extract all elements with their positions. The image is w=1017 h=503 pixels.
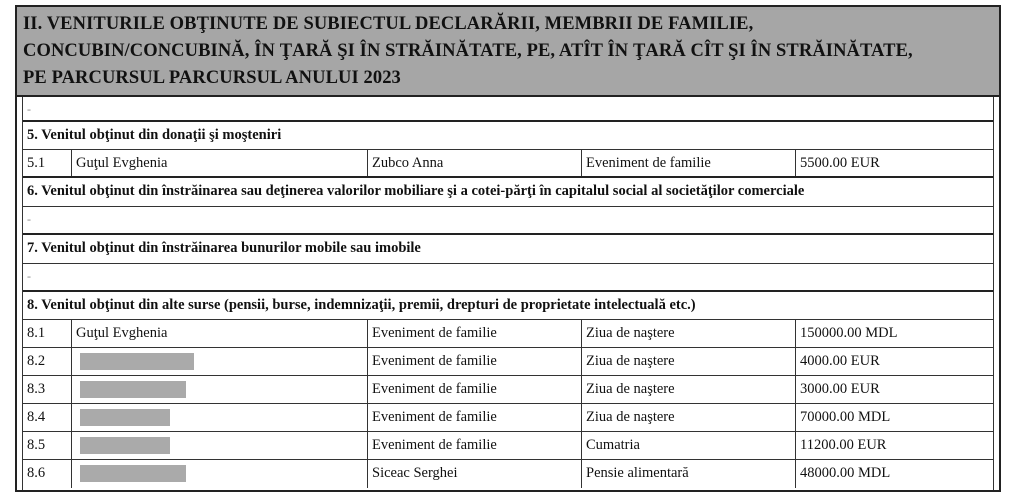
income-amount: 70000.00 MDL (795, 404, 993, 431)
table-row (23, 348, 993, 376)
income-type: Pensie alimentară (581, 460, 795, 488)
header-title-line-1: II. VENITURILE OBŢINUTE DE SUBIECTUL DECLARĂRII, MEMBRII DE FAMILIE, (23, 14, 754, 34)
income-amount: 5500.00 EUR (795, 150, 993, 176)
income-source: Siceac Serghei (367, 460, 581, 488)
section-5-heading (23, 122, 993, 150)
beneficiary-name-redacted (71, 404, 367, 431)
section-7-heading (23, 235, 993, 264)
empty-row-previous (23, 97, 993, 122)
table-row (23, 150, 993, 178)
income-amount: 48000.00 MDL (795, 460, 993, 488)
declaration-section-frame (15, 5, 1001, 492)
income-source: Eveniment de familie (367, 320, 581, 347)
beneficiary-name: Guţul Evghenia (71, 320, 367, 347)
row-number: 5.1 (27, 155, 46, 171)
income-amount: 11200.00 EUR (795, 432, 993, 459)
income-source: Zubco Anna (367, 150, 581, 176)
table-row (23, 376, 993, 404)
empty-row-section-7 (23, 264, 993, 292)
income-type: Ziua de naştere (581, 320, 795, 347)
table-row (23, 320, 993, 348)
redaction-block (80, 465, 186, 482)
section-6-title: 6. Venitul obţinut din înstrăinarea sau deţinerea valorilor mobiliare şi a cotei-părţi în capitalul social al societăţilor comerciale (27, 183, 805, 199)
income-source: Eveniment de familie (367, 348, 581, 375)
section-8-title: 8. Venitul obţinut din alte surse (pensii, burse, indemnizaţii, premii, drepturi de proprietate intelectuală etc.) (27, 297, 696, 313)
table-row (23, 404, 993, 432)
income-amount: 4000.00 EUR (795, 348, 993, 375)
table-row (23, 432, 993, 460)
section-7-title: 7. Venitul obţinut din înstrăinarea bunurilor mobile sau imobile (27, 240, 421, 256)
table-row (23, 460, 993, 488)
income-type: Ziua de naştere (581, 376, 795, 403)
income-source: Eveniment de familie (367, 432, 581, 459)
header-title-line-3: PE PARCURSUL PARCURSUL ANULUI 2023 (23, 68, 401, 88)
section-6-heading (23, 178, 993, 207)
income-type: Eveniment de familie (581, 150, 795, 176)
beneficiary-name: Guţul Evghenia (71, 150, 367, 176)
income-type: Ziua de naştere (581, 348, 795, 375)
header-title-line-2: CONCUBIN/CONCUBINĂ, ÎN ŢARĂ ŞI ÎN STRĂINĂTATE, PE, ATÎT ÎN ŢARĂ CÎT ŞI ÎN STRĂINĂTATE, (23, 41, 913, 61)
beneficiary-name-redacted (71, 460, 367, 488)
income-source: Eveniment de familie (367, 404, 581, 431)
beneficiary-name-redacted (71, 348, 367, 375)
section-header (17, 7, 999, 97)
income-source: Eveniment de familie (367, 376, 581, 403)
income-type: Cumatria (581, 432, 795, 459)
redaction-block (80, 437, 170, 454)
empty-marker: - (27, 102, 31, 116)
row-number: 8.2 (27, 353, 46, 369)
row-number: 8.3 (27, 381, 46, 397)
income-type: Ziua de naştere (581, 404, 795, 431)
row-number: 8.6 (27, 465, 46, 481)
income-amount: 3000.00 EUR (795, 376, 993, 403)
income-table (22, 97, 994, 490)
empty-marker: - (27, 269, 31, 283)
row-number: 8.5 (27, 437, 46, 453)
redaction-block (80, 409, 170, 426)
income-amount: 150000.00 MDL (795, 320, 993, 347)
redaction-block (80, 353, 194, 370)
beneficiary-name-redacted (71, 376, 367, 403)
row-number: 8.1 (27, 325, 46, 341)
beneficiary-name-redacted (71, 432, 367, 459)
section-8-heading (23, 292, 993, 320)
section-5-title: 5. Venitul obţinut din donaţii şi moşteniri (27, 127, 282, 143)
empty-marker: - (27, 212, 31, 226)
row-number: 8.4 (27, 409, 46, 425)
redaction-block (80, 381, 186, 398)
empty-row-section-6 (23, 207, 993, 235)
